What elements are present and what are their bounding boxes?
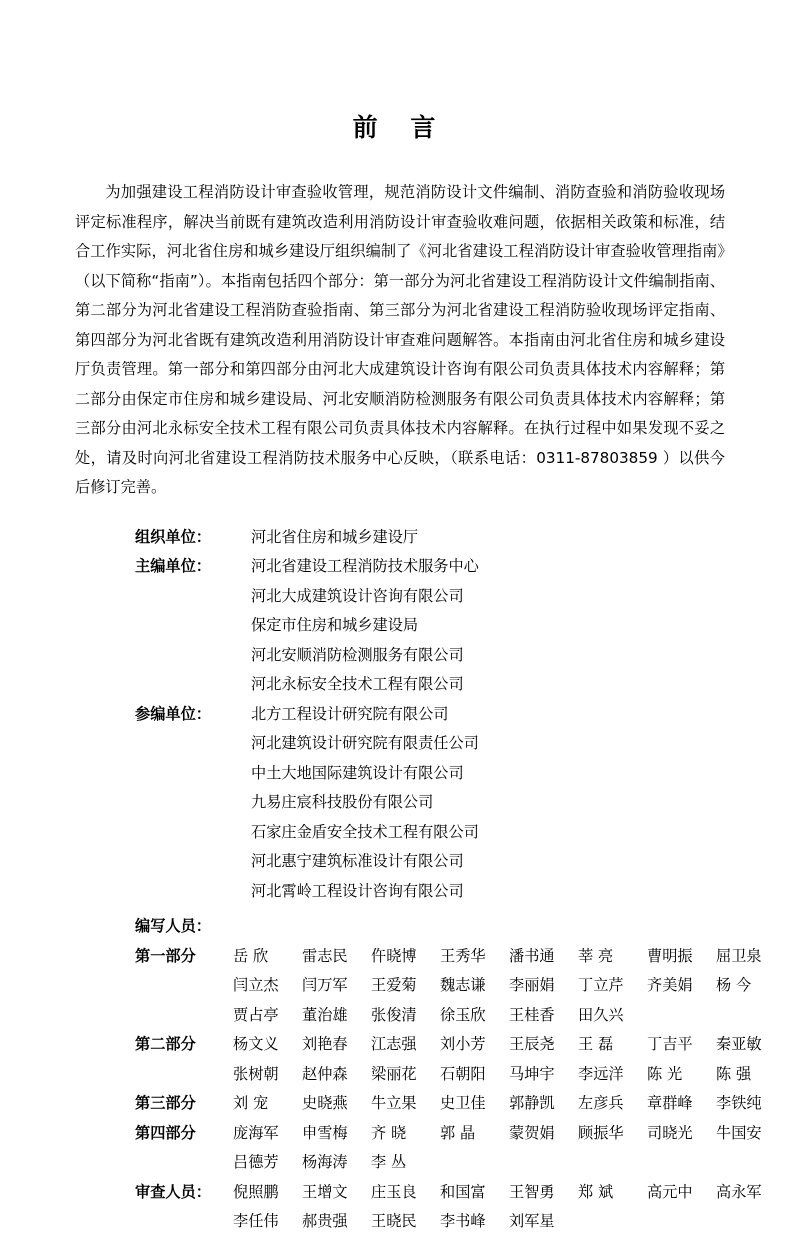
person-name: 莘 亮: [578, 946, 614, 965]
person-name: 江志强: [371, 1035, 417, 1053]
person-name: 张俊清: [371, 1005, 417, 1024]
person-name: 徐玉欣: [440, 1005, 486, 1024]
person-name: 王桂香: [509, 1005, 555, 1024]
person-row: [233, 1001, 785, 1031]
person-rows: [233, 942, 785, 1031]
unit-label: 主编单位：: [135, 557, 211, 575]
person-name: 丁立芹: [578, 976, 624, 994]
unit-value: 河北惠宁建筑标准设计有限公司: [251, 852, 464, 870]
person-rows: [233, 1089, 785, 1119]
person-name: 牛国安: [716, 1123, 762, 1142]
person-name: 李书峰: [440, 1212, 486, 1230]
person-row: [233, 1207, 785, 1237]
unit-value: 石家庄金盾安全技术工程有限公司: [251, 822, 479, 841]
person-name: 史卫佳: [440, 1094, 486, 1112]
unit-value: 河北安顺消防检测服务有限公司: [251, 645, 464, 664]
person-name: 左彦兵: [578, 1094, 624, 1112]
person-name: 仵晓博: [371, 946, 417, 965]
person-name: 王增文: [302, 1182, 348, 1201]
person-name: 章群峰: [647, 1094, 693, 1112]
person-name: 王 磊: [578, 1035, 614, 1053]
unit-label: 参编单位：: [135, 704, 211, 723]
person-group: [135, 942, 762, 1031]
person-name: 李 丛: [371, 1153, 407, 1171]
person-group-label: 第二部分: [135, 1035, 196, 1053]
person-group: [135, 1030, 762, 1089]
person-group-label: 第四部分: [135, 1123, 196, 1142]
person-name: 田久兴: [578, 1005, 624, 1024]
person-name: 王秀华: [440, 946, 486, 965]
person-name: 李任伟: [233, 1212, 279, 1230]
units-section: [75, 523, 725, 907]
person-name: 郑 斌: [578, 1182, 614, 1201]
person-name: 闫万军: [302, 976, 348, 994]
unit-value: 河北建筑设计研究院有限责任公司: [251, 734, 479, 752]
person-group-label: 第一部分: [135, 946, 196, 965]
person-name: 王辰尧: [509, 1035, 555, 1053]
person-group-label: 第三部分: [135, 1094, 196, 1112]
unit-value: 河北省住房和城乡建设厅: [251, 527, 419, 546]
page-title: 前 言: [352, 113, 448, 142]
person-name: 庞海军: [233, 1123, 279, 1142]
person-name: 贾占亭: [233, 1005, 279, 1024]
person-name: 吕德芳: [233, 1153, 279, 1171]
person-group: [135, 1089, 762, 1119]
person-name: 李铁纯: [716, 1094, 762, 1112]
person-name: 魏志谦: [440, 976, 486, 994]
unit-value: 河北霄岭工程设计咨询有限公司: [251, 881, 464, 900]
person-name: 司晓光: [647, 1123, 693, 1142]
unit-block: [135, 700, 725, 907]
unit-block: [135, 552, 725, 700]
person-name: 王爱菊: [371, 976, 417, 994]
unit-value: 河北省建设工程消防技术服务中心: [251, 557, 479, 575]
document-page: [0, 108, 800, 1240]
person-row: [233, 1030, 785, 1060]
person-name: 刘 宠: [233, 1094, 269, 1112]
person-name: 丁吉平: [647, 1035, 693, 1053]
person-name: 高元中: [647, 1182, 693, 1201]
person-rows: [233, 1178, 785, 1237]
person-name: 石朝阳: [440, 1064, 486, 1083]
person-name: 张树朝: [233, 1064, 279, 1083]
person-name: 郭 晶: [440, 1123, 476, 1142]
people-section: [75, 942, 762, 1237]
person-name: 齐 晓: [371, 1123, 407, 1142]
person-name: 秦亚敏: [716, 1035, 762, 1053]
person-row: [233, 1178, 785, 1208]
person-name: 杨文义: [233, 1035, 279, 1053]
person-rows: [233, 1030, 785, 1089]
person-row: [233, 1119, 785, 1149]
person-name: 屈卫泉: [716, 946, 762, 965]
person-name: 梁丽花: [371, 1064, 417, 1083]
person-group: [135, 1178, 762, 1237]
unit-values: [251, 552, 725, 700]
person-row: [233, 1089, 785, 1119]
person-name: 潘书通: [509, 946, 555, 965]
person-name: 倪照鹏: [233, 1182, 279, 1201]
person-name: 郭静凯: [509, 1094, 555, 1112]
person-name: 雷志民: [302, 946, 348, 965]
person-name: 刘艳春: [302, 1035, 348, 1053]
person-name: 李远洋: [578, 1064, 624, 1083]
person-group: [135, 1119, 762, 1178]
preface-paragraph: 为加强建设工程消防设计审查验收管理，规范消防设计文件编制、消防查验和消防验收现场评定标准程序，解决当前既有建筑改造利用消防设计审查验收难问题，依据相关政策和标准，结合工作实际，河北省住房和城乡建设厅组织编制了《河北省建设工程消防设计审查验收管理指南》（以下简称“指南”）。本指南包括四个部分：第一部分为河北省建设工程消防设计文件编制指南、第二部分为河北省建设工程消防查验指南、第三部分为河北省建设工程消防验收现场评定指南、第四部分为河北省既有建筑改造利用消防设计审查难问题解答。本指南由河北省住房和城乡建设厅负责管理。第一部分和第四部分由河北大成建筑设计咨询有限公司负责具体技术内容解释；第二部分由保定市住房和城乡建设局、河北安顺消防检测服务有限公司负责具体技术内容解释；第三部分由河北永标安全技术工程有限公司负责具体技术内容解释。在执行过程中如果发现不妥之处，请及时向河北省建设工程消防技术服务中心反映，（联系电话：0311-87803859 ）以供今后修订完善。: [75, 183, 725, 496]
person-name: 郝贵强: [302, 1212, 348, 1230]
unit-label: 组织单位：: [135, 527, 211, 546]
person-name: 高永军: [716, 1182, 762, 1201]
person-rows: [233, 1119, 785, 1178]
person-row: [233, 1148, 785, 1178]
unit-value: 保定市住房和城乡建设局: [251, 616, 419, 634]
unit-values: [251, 523, 725, 553]
person-name: 王智勇: [509, 1182, 555, 1201]
unit-value: 北方工程设计研究院有限公司: [251, 704, 449, 723]
unit-block: [135, 523, 725, 553]
person-name: 牛立果: [371, 1094, 417, 1112]
unit-value: 河北大成建筑设计咨询有限公司: [251, 586, 464, 605]
person-row: [233, 971, 785, 1001]
person-name: 曹明振: [647, 946, 693, 965]
person-name: 史晓燕: [302, 1094, 348, 1112]
person-group-label: 审查人员：: [135, 1182, 211, 1201]
person-name: 和国富: [440, 1182, 486, 1201]
person-name: 刘军星: [509, 1212, 555, 1230]
person-name: 闫立杰: [233, 976, 279, 994]
person-name: 齐美娟: [647, 976, 693, 994]
person-name: 刘小芳: [440, 1035, 486, 1053]
person-name: 杨海涛: [302, 1153, 348, 1171]
person-name: 杨 今: [716, 976, 752, 994]
person-name: 申雪梅: [302, 1123, 348, 1142]
person-name: 董治雄: [302, 1005, 348, 1024]
person-name: 陈 光: [647, 1064, 683, 1083]
person-name: 庄玉良: [371, 1182, 417, 1201]
person-name: 岳 欣: [233, 946, 269, 965]
person-name: 顾振华: [578, 1123, 624, 1142]
writers-heading: 编写人员：: [135, 917, 211, 935]
unit-value: 河北永标安全技术工程有限公司: [251, 675, 464, 693]
person-name: 李丽娟: [509, 976, 555, 994]
person-name: 蒙贺娟: [509, 1123, 555, 1142]
person-name: 马坤宇: [509, 1064, 555, 1083]
person-name: 赵仲森: [302, 1064, 348, 1083]
person-row: [233, 1060, 785, 1090]
person-row: [233, 942, 785, 972]
person-name: 王晓民: [371, 1212, 417, 1230]
unit-value: 九易庄宸科技股份有限公司: [251, 793, 434, 811]
person-name: 陈 强: [716, 1064, 752, 1083]
unit-value: 中土大地国际建筑设计有限公司: [251, 763, 464, 782]
unit-values: [251, 700, 725, 907]
